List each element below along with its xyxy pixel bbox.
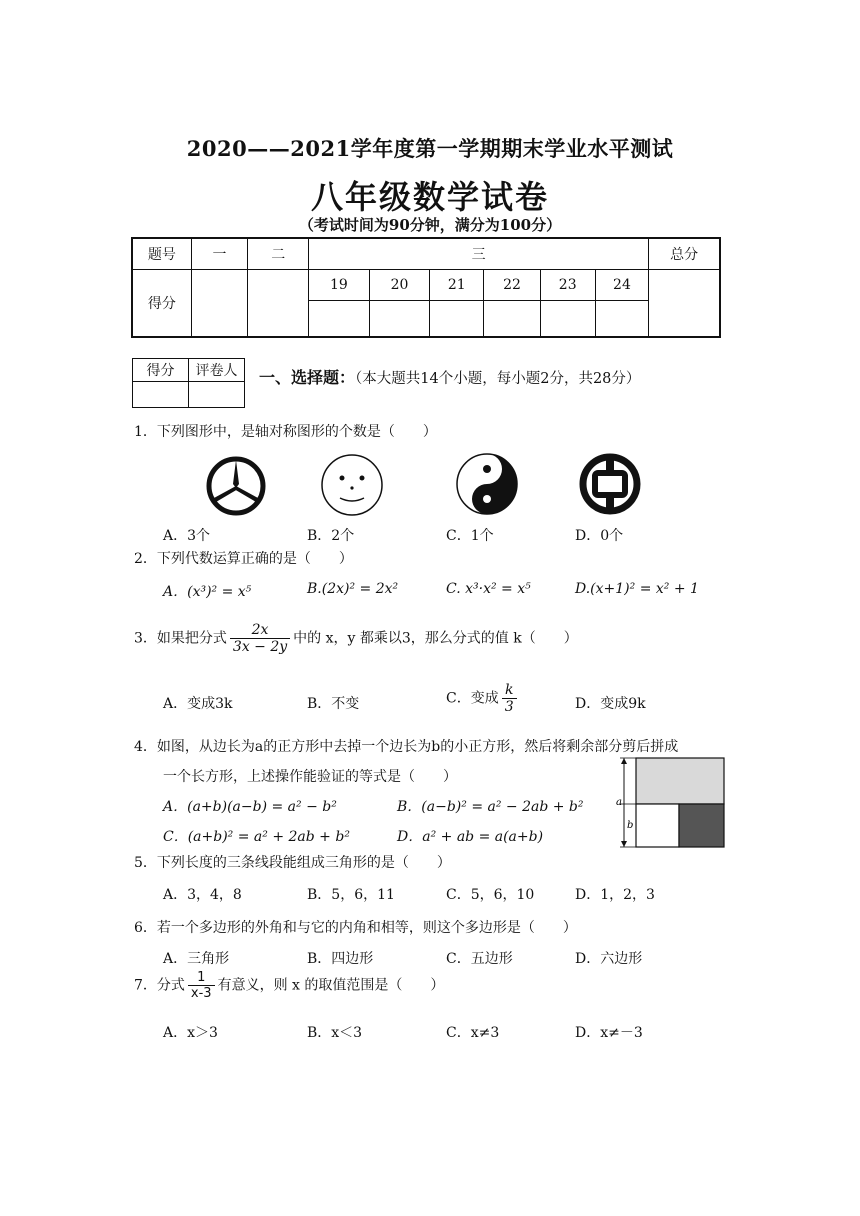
q1-option-c[interactable]: C．1个 [446,528,494,544]
paper-title: 八年级数学试卷 [310,178,549,216]
q7-numerator: 1 [188,970,215,986]
q7-fraction [188,970,215,1001]
q5-option-a[interactable]: A．3，4，8 [163,887,242,903]
mercedes-logo-icon [204,454,268,518]
q3-fraction [230,622,290,655]
score-cell[interactable] [484,301,541,337]
q7-option-a[interactable]: A．x＞3 [163,1025,218,1041]
q2-option-c[interactable]: C. x³·x² = x⁵ [446,581,531,597]
sub-header-cell: 22 [484,270,541,301]
question-3 [134,622,578,655]
section-heading [259,365,640,388]
q3-option-c-label: C．变成 [446,690,499,707]
q4-option-c[interactable]: C．(a+b)² = a² + 2ab + b² [163,829,350,845]
q1-option-a[interactable]: A．3个 [163,528,211,544]
section-title: 一、选择题： [259,368,356,387]
q3-text-post: 中的 x，y 都乘以3，那么分式的值 k（ ） [293,630,578,647]
question-5: 5．下列长度的三条线段能组成三角形的是（ ） [134,855,451,871]
score-cell[interactable] [248,270,309,337]
q5-option-d[interactable]: D．1，2，3 [575,887,655,903]
score-cell[interactable] [191,270,248,337]
score-table [131,237,721,338]
score-cell[interactable] [430,301,484,337]
sub-header-cell: 23 [540,270,595,301]
q7-option-b[interactable]: B．x＜3 [307,1025,363,1041]
q3-option-c-denominator: 3 [504,699,514,715]
exam-title: 2020——2021学年度第一学期期末学业水平测试 [186,136,674,161]
q3-option-a[interactable]: A．变成3k [163,696,233,712]
header-cell: 二 [248,238,309,270]
q2-option-d[interactable]: D.(x+1)² = x² + 1 [575,581,699,597]
grader-name-label: 评卷人 [189,359,245,382]
q1-option-b[interactable]: B．2个 [307,528,355,544]
score-cell[interactable] [369,301,430,337]
grader-name-cell[interactable] [189,382,245,408]
bank-of-china-logo-icon [578,452,642,516]
sub-header-cell: 21 [430,270,484,301]
grader-score-cell[interactable] [133,382,189,408]
grader-box [132,358,245,408]
q7-option-d[interactable]: D．x≠－3 [575,1025,643,1041]
q1-option-d[interactable]: D．0个 [575,528,624,544]
header-cell: 总分 [649,238,720,270]
q6-option-c[interactable]: C．五边形 [446,951,513,967]
sub-header-cell: 24 [595,270,649,301]
score-cell[interactable] [309,301,370,337]
question-4-line-1: 4．如图，从边长为a的正方形中去掉一个边长为b的小正方形，然后将剩余部分剪后拼成 [134,739,679,755]
total-score-cell[interactable] [649,270,720,337]
q5-option-c[interactable]: C．5，6，10 [446,887,535,903]
q4-option-b[interactable]: B．(a−b)² = a² − 2ab + b² [397,799,584,815]
q2-option-a[interactable]: A．(x³)² = x⁵ [163,584,252,600]
exam-subtitle: （考试时间为90分钟，满分为100分） [298,216,562,234]
figure-label-b: b [627,820,634,831]
q3-denominator: 3x − 2y [232,639,288,655]
q3-option-c-fraction [502,682,517,715]
q7-text-post: 有意义，则 x 的取值范围是（ ） [217,977,445,994]
q3-option-d[interactable]: D．变成9k [575,696,646,712]
q4-option-a[interactable]: A．(a+b)(a−b) = a² − b² [163,799,337,815]
q3-option-c-numerator: k [502,682,517,699]
row-label: 得分 [132,270,191,337]
question-2: 2．下列代数运算正确的是（ ） [134,551,353,567]
header-cell: 三 [309,238,649,270]
q4-option-d[interactable]: D．a² + ab = a(a+b) [397,829,544,845]
q7-text-pre: 7．分式 [134,977,185,994]
q5-option-b[interactable]: B．5，6，11 [307,887,395,903]
yin-yang-icon [455,452,519,516]
header-cell: 题号 [132,238,191,270]
q3-option-b[interactable]: B．不变 [307,696,360,712]
sub-header-cell: 20 [369,270,430,301]
score-cell[interactable] [540,301,595,337]
q6-option-d[interactable]: D．六边形 [575,951,643,967]
section-desc: （本大题共14个小题，每小题2分，共28分） [355,371,641,387]
question-1: 1．下列图形中，是轴对称图形的个数是（ ） [134,424,437,440]
q3-text-pre: 3．如果把分式 [134,630,227,647]
smiley-face-icon [318,452,386,518]
square-cut-figure [610,755,728,851]
score-cell[interactable] [595,301,649,337]
question-6: 6．若一个多边形的外角和与它的内角和相等，则这个多边形是（ ） [134,920,577,936]
sub-header-cell: 19 [309,270,370,301]
q3-numerator: 2x [230,622,290,639]
question-7 [134,970,444,1001]
q3-option-c[interactable] [446,682,520,715]
q6-option-a[interactable]: A．三角形 [163,951,230,967]
figure-label-a: a [616,797,622,808]
q7-denominator: x-3 [190,986,212,1001]
q7-option-c[interactable]: C．x≠3 [446,1025,500,1041]
q6-option-b[interactable]: B．四边形 [307,951,374,967]
grader-score-label: 得分 [133,359,189,382]
header-cell: 一 [191,238,248,270]
q2-option-b[interactable]: B.(2x)² = 2x² [307,581,399,597]
question-4-line-2: 一个长方形，上述操作能验证的等式是（ ） [163,769,457,785]
